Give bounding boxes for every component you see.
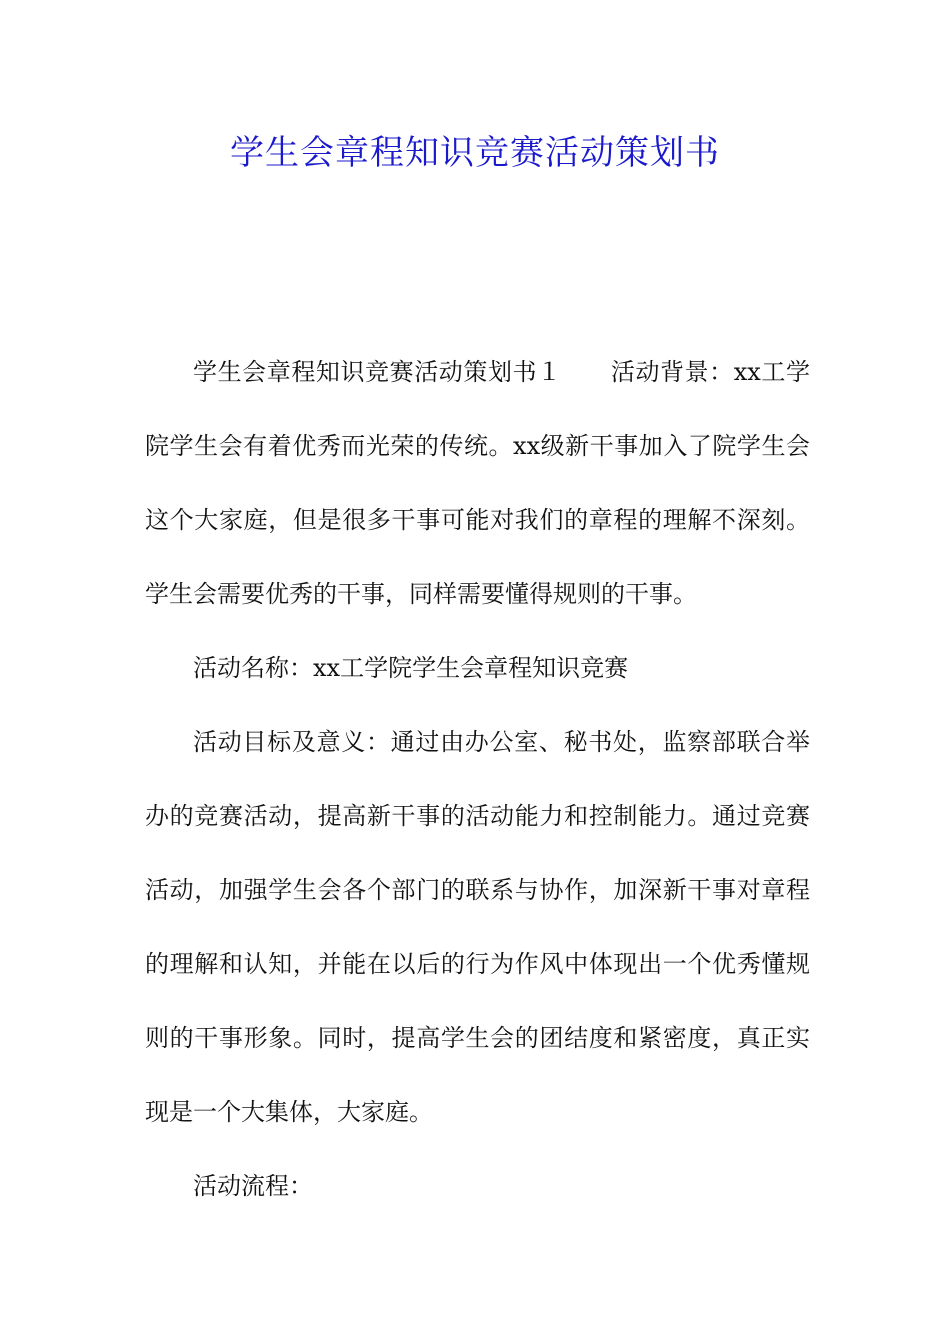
document-body	[145, 335, 810, 1223]
paragraph-background: 学生会章程知识竞赛活动策划书１ 活动背景：xx工学院学生会有着优秀而光荣的传统。xx级新干事加入了院学生会这个大家庭，但是很多干事可能对我们的章程的理解不深刻。学生会需要优秀的干事，同样需要懂得规则的干事。	[145, 358, 810, 608]
paragraph-goals: 活动目标及意义：通过由办公室、秘书处，监察部联合举办的竞赛活动，提高新干事的活动能力和控制能力。通过竞赛活动，加强学生会各个部门的联系与协作，加深新干事对章程的理解和认知，并能在以后的行为作风中体现出一个优秀懂规则的干事形象。同时，提高学生会的团结度和紧密度，真正实现是一个大集体，大家庭。	[145, 728, 810, 1126]
paragraph-process-heading: 活动流程：	[193, 1172, 313, 1200]
paragraph-activity-name: 活动名称：xx工学院学生会章程知识竞赛	[193, 654, 629, 682]
document-title: 学生会章程知识竞赛活动策划书	[230, 133, 720, 173]
